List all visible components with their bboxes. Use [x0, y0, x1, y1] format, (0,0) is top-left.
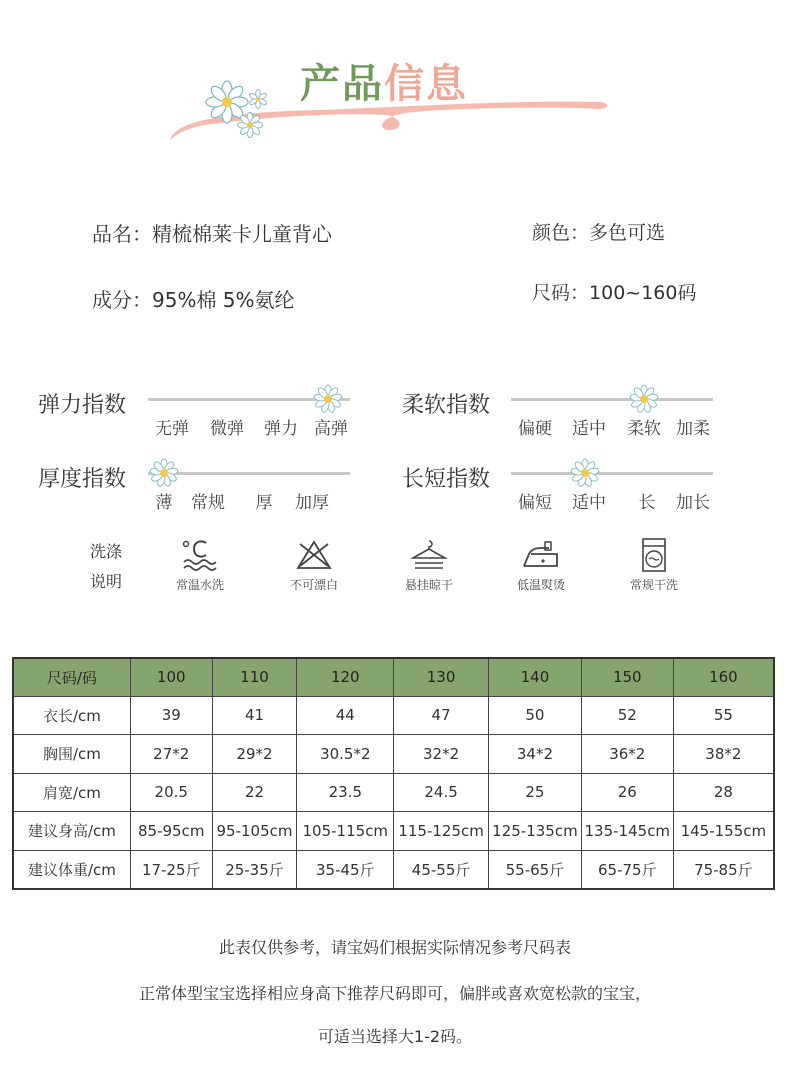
table-cell: 34*2: [489, 735, 582, 774]
table-cell: 52: [581, 696, 673, 735]
product-name: [92, 218, 332, 247]
product-size-label: 尺码：: [532, 282, 590, 304]
index-title: 厚度指数: [38, 467, 127, 492]
row-header-cell: 衣长/cm: [13, 696, 130, 735]
product-size-value: 100~160码: [589, 282, 697, 304]
index-option: 长: [638, 493, 656, 513]
title-part-2: 信息: [384, 61, 468, 107]
wash-item-hang-dry: [374, 538, 484, 593]
table-cell: 29*2: [212, 735, 297, 774]
row-header-cell: 建议身高/cm: [13, 812, 130, 851]
size-table-header-row: [13, 658, 774, 696]
note-line-2: 正常体型宝宝选择相应身高下推荐尺码即可，偏胖或喜欢宽松款的宝宝，: [138, 984, 651, 1003]
daisy-marker-icon: [629, 384, 659, 414]
table-cell: 20.5: [130, 773, 212, 812]
wash-label: 不可漂白: [289, 578, 338, 592]
note-line-1: 此表仅供参考，请宝妈们根据实际情况参考尺码表: [218, 938, 571, 957]
index-option: 偏短: [518, 493, 552, 513]
table-cell: 28: [673, 773, 774, 812]
table-cell: 26: [581, 773, 673, 812]
wash-label: 常温水洗: [175, 578, 224, 592]
table-cell: 17-25斤: [130, 850, 212, 889]
wash-label: 低温熨烫: [516, 578, 565, 592]
table-cell: 145-155cm: [673, 812, 774, 851]
index-scale-line: [511, 472, 713, 475]
table-cell: 95-105cm: [212, 812, 297, 851]
index-option: 柔软: [627, 419, 661, 439]
table-header-cell: 130: [394, 658, 489, 696]
size-table: [12, 657, 775, 890]
table-cell: 115-125cm: [394, 812, 489, 851]
no-bleach-icon: [294, 538, 334, 572]
table-cell: 55: [673, 696, 774, 735]
product-material: [92, 284, 295, 313]
wash-instructions-title: [90, 537, 122, 597]
table-cell: 30.5*2: [297, 735, 394, 774]
index-option: 加柔: [676, 419, 710, 439]
table-cell: 47: [394, 696, 489, 735]
table-row: [13, 735, 774, 774]
index-title: 弹力指数: [38, 393, 127, 418]
table-cell: 55-65斤: [489, 850, 582, 889]
normal-temperature-wash-icon: [180, 538, 220, 572]
table-cell: 32*2: [394, 735, 489, 774]
product-material-value: 95%棉 5%氨纶: [152, 288, 295, 312]
table-cell: 41: [212, 696, 297, 735]
wash-item-dry-clean: [599, 538, 709, 593]
product-material-label: 成分：: [92, 288, 152, 312]
table-cell: 27*2: [130, 735, 212, 774]
table-row: [13, 812, 774, 851]
product-color-value: 多色可选: [589, 222, 666, 244]
table-row: [13, 773, 774, 812]
index-option: 无弹: [155, 419, 189, 439]
index-option: 加厚: [295, 493, 329, 513]
product-color: [532, 218, 665, 245]
table-cell: 25-35斤: [212, 850, 297, 889]
index-option: 微弹: [210, 419, 244, 439]
product-name-value: 精梳棉莱卡儿童背心: [152, 222, 332, 246]
table-header-cell: 160: [673, 658, 774, 696]
index-option: 常规: [191, 493, 225, 513]
index-option: 弹力: [264, 419, 298, 439]
table-header-cell: 120: [297, 658, 394, 696]
index-title: 柔软指数: [402, 393, 491, 418]
table-header-cell: 100: [130, 658, 212, 696]
wash-item-no-bleach: [259, 538, 369, 593]
hang-dry-icon: [409, 538, 449, 572]
table-cell: 39: [130, 696, 212, 735]
table-cell: 75-85斤: [673, 850, 774, 889]
index-option: 适中: [572, 493, 606, 513]
index-option: 适中: [572, 419, 606, 439]
wash-title-line-2: 说明: [90, 572, 123, 591]
daisy-marker-icon: [149, 458, 179, 488]
index-option: 偏硬: [518, 419, 552, 439]
row-header-cell: 建议体重/cm: [13, 850, 130, 889]
dry-clean-icon: [634, 538, 674, 572]
title-part-1: 产品: [300, 61, 384, 107]
table-header-cell: 150: [581, 658, 673, 696]
table-header-cell: 110: [212, 658, 297, 696]
wash-label: 常规干洗: [629, 578, 678, 592]
index-scale-line: [511, 398, 713, 401]
table-cell: 36*2: [581, 735, 673, 774]
row-header-cell: 胸围/cm: [13, 735, 130, 774]
product-name-label: 品名：: [92, 222, 152, 246]
wash-title-line-1: 洗涤: [90, 542, 123, 561]
table-cell: 85-95cm: [130, 812, 212, 851]
header: [0, 0, 790, 160]
daisy-marker-icon: [313, 384, 343, 414]
index-title: 长短指数: [402, 467, 491, 492]
table-cell: 65-75斤: [581, 850, 673, 889]
page-title: [300, 52, 468, 109]
note-line-3: 可适当选择大1-2码。: [317, 1027, 473, 1046]
index-option: 加长: [676, 493, 710, 513]
table-cell: 23.5: [297, 773, 394, 812]
table-row: [13, 696, 774, 735]
table-cell: 38*2: [673, 735, 774, 774]
table-row: [13, 850, 774, 889]
index-option: 薄: [155, 493, 173, 513]
index-option: 高弹: [314, 419, 348, 439]
table-cell: 50: [489, 696, 582, 735]
wash-label: 悬挂晾干: [404, 578, 453, 592]
table-cell: 45-55斤: [394, 850, 489, 889]
table-cell: 44: [297, 696, 394, 735]
row-header-cell: 肩宽/cm: [13, 773, 130, 812]
table-cell: 105-115cm: [297, 812, 394, 851]
table-cell: 125-135cm: [489, 812, 582, 851]
table-cell: 35-45斤: [297, 850, 394, 889]
table-cell: 24.5: [394, 773, 489, 812]
index-option: 厚: [255, 493, 273, 513]
low-iron-icon: [521, 538, 561, 572]
wash-item-normal-wash: [145, 538, 255, 593]
table-cell: 135-145cm: [581, 812, 673, 851]
daisy-marker-icon: [570, 458, 600, 488]
table-header-cell: 尺码/码: [13, 658, 130, 696]
table-cell: 25: [489, 773, 582, 812]
product-size-range: [532, 278, 696, 305]
table-header-cell: 140: [489, 658, 582, 696]
product-color-label: 颜色：: [532, 222, 590, 244]
daisy-decoration-icon: [200, 75, 280, 145]
wash-item-low-iron: [486, 538, 596, 593]
table-cell: 22: [212, 773, 297, 812]
